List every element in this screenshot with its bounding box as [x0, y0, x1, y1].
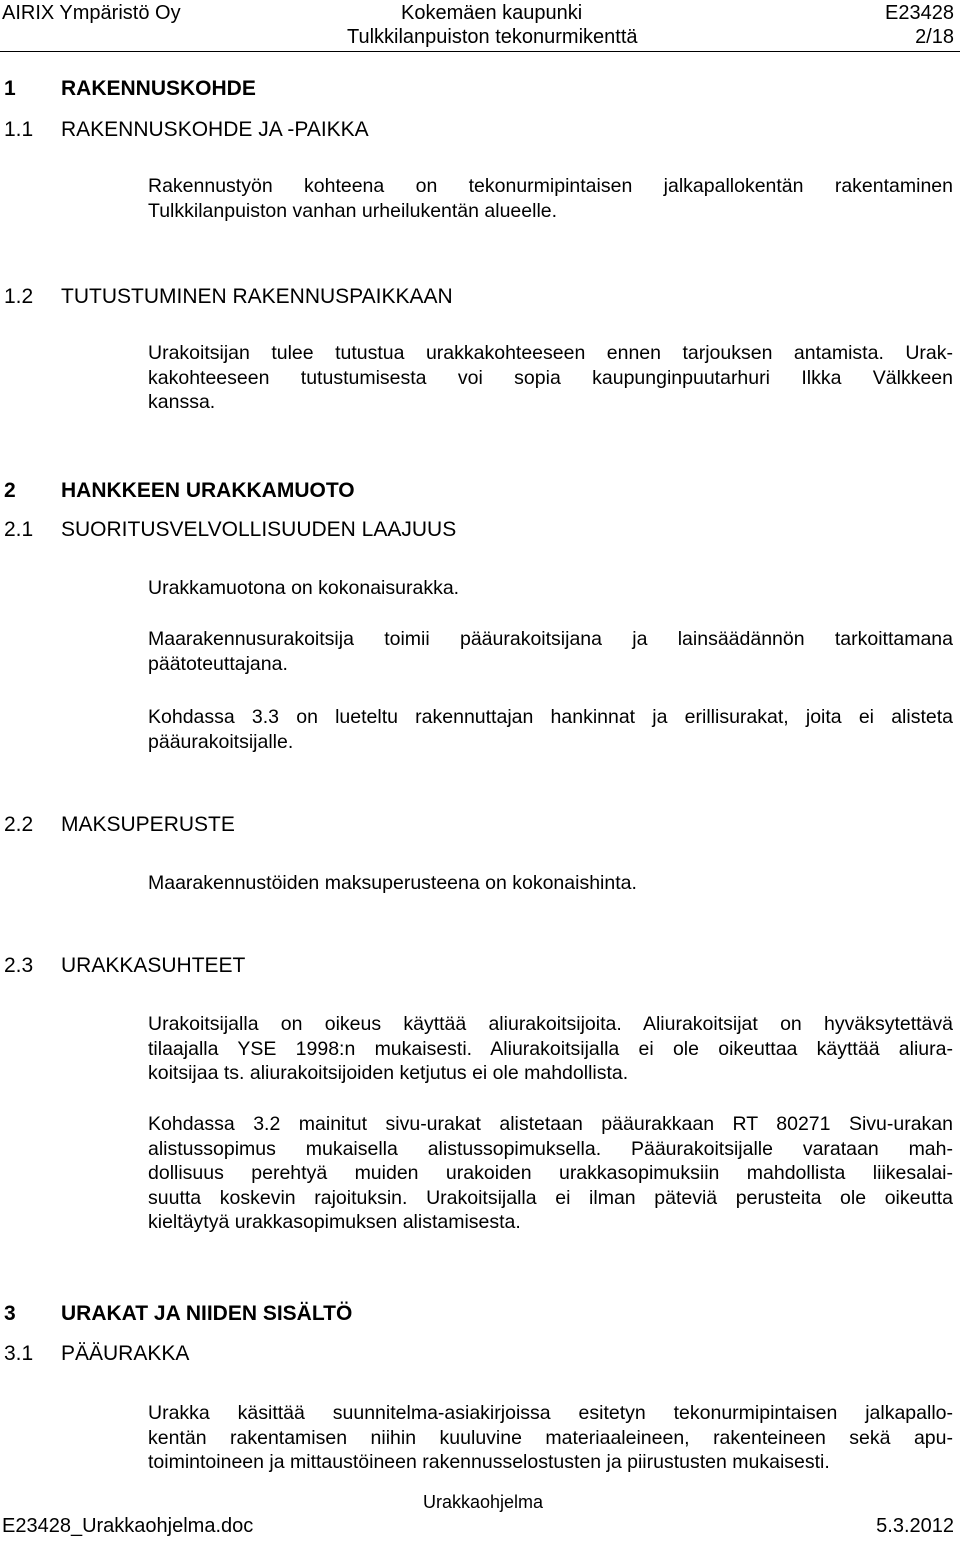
paragraph-line: Kohdassa 3.3 on lueteltu rakennuttajan hankinnat ja erillisurakat, joita ei alisteta [148, 706, 953, 728]
heading-number: 1.1 [4, 118, 34, 141]
heading-number: 2 [4, 479, 16, 502]
heading-number: 1 [4, 77, 16, 100]
paragraph-line: Tulkkilanpuiston vanhan urheilukentän alueelle. [148, 199, 558, 222]
paragraph-2-1-c [148, 705, 953, 754]
heading-number: 1.2 [4, 285, 34, 308]
header-client: Kokemäen kaupunki [401, 2, 583, 24]
paragraph-line: kanssa. [148, 391, 216, 413]
paragraph-line: koitsijaa ts. aliurakoitsijoiden ketjutus ei ole mahdollista. [148, 1062, 629, 1084]
heading-3 [4, 1302, 352, 1326]
heading-number: 2.1 [4, 518, 34, 541]
heading-2-2 [4, 813, 235, 837]
paragraph-line: dollisuus perehtyä muiden urakoiden urakkasopimuksiin mahdollista liikesalai- [148, 1162, 953, 1184]
heading-title: SUORITUSVELVOLLISUUDEN LAAJUUS [61, 518, 457, 541]
header-page-number: 2/18 [915, 26, 954, 48]
heading-title: URAKKASUHTEET [61, 954, 246, 977]
paragraph-line: toimintoineen ja mittaustöineen rakennusselostusten ja piirustusten mukaisesti. [148, 1451, 830, 1473]
footer-doc-title: Urakkaohjelma [423, 1492, 544, 1512]
header-company: AIRIX Ympäristö Oy [2, 2, 181, 24]
paragraph-1-2 [148, 341, 953, 415]
paragraph-line: kieltäytyä urakkasopimuksen alistamisesta. [148, 1211, 521, 1233]
heading-2 [4, 479, 355, 503]
heading-1-1 [4, 118, 369, 142]
heading-1-2 [4, 285, 453, 309]
paragraph-2-1-b [148, 627, 953, 676]
paragraph-line: Urakka käsittää suunnitelma-asiakirjoissa esitetyn tekonurmipintaisen jalkapallo- [148, 1402, 953, 1424]
footer-date: 5.3.2012 [876, 1515, 954, 1537]
heading-title: RAKENNUSKOHDE [61, 77, 256, 100]
heading-1 [4, 77, 256, 101]
paragraph-2-3-b [148, 1112, 953, 1235]
paragraph-line: kentän rakentamisen niihin kuuluvine materiaaleineen, rakenteineen sekä apu- [148, 1426, 953, 1449]
paragraph-line: Urakoitsijan tulee tutustua urakkakohteeseen ennen tarjouksen antamista. Urak- [148, 342, 953, 364]
header-divider [0, 51, 960, 52]
header-project: Tulkkilanpuiston tekonurmikenttä [347, 26, 638, 48]
paragraph-line: Urakkamuotona on kokonaisurakka. [148, 577, 460, 599]
heading-number: 2.3 [4, 954, 34, 977]
paragraph-line: alistussopimus mukaisella alistussopimuksella. Pääurakoitsijalle varataan mah- [148, 1137, 953, 1160]
paragraph-3-1 [148, 1401, 953, 1475]
paragraph-2-1-a [148, 576, 953, 601]
heading-number: 3 [4, 1302, 16, 1325]
heading-number: 2.2 [4, 813, 34, 836]
heading-2-1 [4, 518, 456, 542]
paragraph-line: Maarakennustöiden maksuperusteena on kokonaishinta. [148, 872, 637, 894]
heading-title: URAKAT JA NIIDEN SISÄLTÖ [61, 1302, 353, 1325]
heading-2-3 [4, 954, 245, 978]
heading-title: HANKKEEN URAKKAMUOTO [61, 479, 355, 502]
paragraph-line: tilaajalla YSE 1998:n mukaisesti. Aliurakoitsijalla ei ole oikeuttaa käyttää aliura- [148, 1037, 953, 1060]
paragraph-2-3-a [148, 1012, 953, 1086]
paragraph-line: Maarakennusurakoitsija toimii pääurakoitsijana ja lainsäädännön tarkoittamana [148, 628, 953, 650]
paragraph-2-2 [148, 871, 953, 896]
heading-title: PÄÄURAKKA [61, 1342, 190, 1365]
paragraph-line: kakohteeseen tutustumisesta voi sopia kaupunginpuutarhuri Ilkka Välkkeen [148, 366, 953, 389]
paragraph-line: Urakoitsijalla on oikeus käyttää aliurakoitsijoita. Aliurakoitsijat on hyväksytettävä [148, 1013, 953, 1035]
heading-title: MAKSUPERUSTE [61, 813, 235, 836]
heading-title: RAKENNUSKOHDE JA -PAIKKA [61, 118, 369, 141]
heading-number: 3.1 [4, 1342, 34, 1365]
paragraph-line: pääurakoitsijalle. [148, 730, 294, 753]
footer-filename: E23428_Urakkaohjelma.doc [2, 1515, 254, 1537]
paragraph-line: päätoteuttajana. [148, 652, 288, 675]
paragraph-line: suutta koskevin rajoituksin. Urakoitsijalla ei ilman päteviä perusteita ole oikeutta [148, 1186, 953, 1209]
paragraph-line: Kohdassa 3.2 mainitut sivu-urakat alistetaan pääurakkaan RT 80271 Sivu-urakan [148, 1113, 953, 1135]
heading-title: TUTUSTUMINEN RAKENNUSPAIKKAAN [61, 285, 453, 308]
header-doc-id: E23428 [885, 2, 954, 24]
paragraph-1-1 [148, 174, 953, 223]
paragraph-line: Rakennustyön kohteena on tekonurmipintaisen jalkapallokentän rakentaminen [148, 175, 953, 197]
heading-3-1 [4, 1342, 189, 1366]
